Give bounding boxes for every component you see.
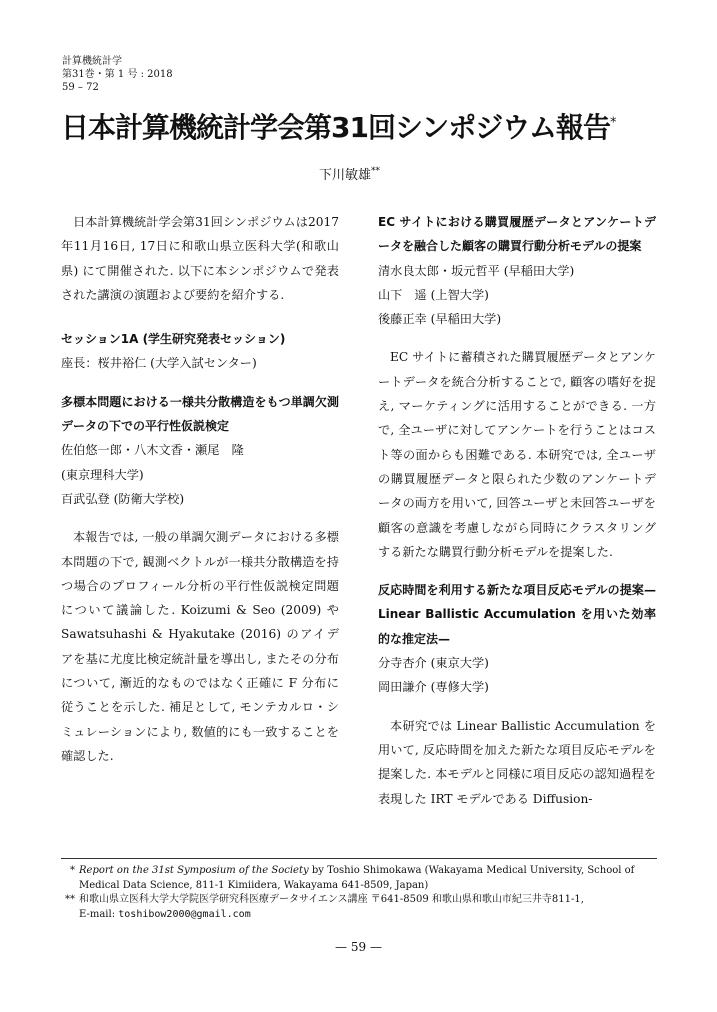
page-range: 59 – 72	[62, 82, 99, 93]
talk2-abstract: EC サイトに蓄積された購買履歴データとアンケートデータを統合分析することで, 顧客の嗜好を捉え, マーケティングに活用することができる. 一方で, 全ユーザに対してアンケートを行うことはコスト等の面からも困難である. 本研究では, 全ユーザの購買履歴データと限られた少数のアンケートデータの両方を用いて, 回答ユーザと未回答ユーザを顧客の意識を考慮しながら同時にクラスタリングする新たな購買行動分析モデルを提案した.	[378, 350, 656, 559]
title-footnote-mark: *	[610, 115, 616, 131]
footnote-1-text: by Toshio Shimokawa (Wakayama Medical University, School of Medical Data Science, 811-1 Kimiidera, Wakayama 641-8509, Japan)	[79, 865, 635, 891]
talk2-author2: 山下 遥 (上智大学)	[378, 287, 489, 302]
running-header	[62, 55, 173, 94]
talk2-title: EC サイトにおける購買履歴データとアンケートデータを融合した顧客の購買行動分析モデルの提案	[378, 215, 656, 254]
footnote-2-mark: **	[65, 894, 75, 905]
journal-name: 計算機統計学	[62, 56, 122, 67]
talk3-author2: 岡田謙介 (専修大学)	[378, 680, 489, 695]
talk2-author3: 後藤正幸 (早稲田大学)	[378, 312, 502, 327]
footnote-1-mark: *	[70, 865, 75, 876]
footnote-1	[61, 864, 661, 893]
talk1-affiliation: (東京理科大学)	[61, 467, 144, 482]
left-column	[61, 210, 339, 768]
talk1-authors: 佐伯悠一郎・八木文香・瀬尾 隆	[61, 443, 244, 458]
session-chair: 座長：桜井裕仁 (大学入試センター)	[61, 356, 257, 371]
talk1-author2: 百武弘登 (防衛大学校)	[61, 491, 185, 506]
talk2-author1: 清水良太郎・坂元哲平 (早稲田大学)	[378, 263, 575, 278]
footnote-2-text: 和歌山県立医科大学大学院医学研究科医療データサイエンス講座 〒641-8509 和歌山県和歌山市紀三井寺811-1,	[79, 894, 584, 905]
session-heading: セッション1A (学生研究発表セッション)	[61, 332, 286, 347]
talk3-author1: 分寺杏介 (東京大学)	[378, 656, 489, 671]
title-text: 日本計算機統計学会第31回シンポジウム報告	[61, 111, 610, 144]
footnote-2	[61, 893, 661, 922]
volume-info: 第31巻・第 1 号 : 2018	[62, 69, 173, 80]
footnote-2-email: toshibow2000@gmail.com	[118, 908, 251, 920]
talk3-abstract: 本研究では Linear Ballistic Accumulation を用いて, 反応時間を加えた新たな項目反応モデルを提案した. 本モデルと同様に項目反応の認知過程を表現した IRT モデルである Diffusion-	[378, 718, 656, 806]
talk1-title: 多標本問題における一様共分散構造をもつ単調欠測データの下での平行性仮説検定	[61, 394, 339, 434]
right-column	[378, 210, 656, 811]
footnote-rule	[61, 858, 657, 859]
intro-paragraph: 日本計算機統計学会第31回シンポジウムは2017年11月16日, 17日に和歌山県立医科大学(和歌山県) にて開催された. 以下に本シンポジウムで発表された講演の演題および要約を紹介する.	[61, 215, 339, 302]
talk1-abstract: 本報告では, 一般の単調欠測データにおける多標本問題の下で, 観測ベクトルが一様共分散構造を持つ場合のプロフィール分析の平行性仮説検定問題について議論した. Koizumi & Seo (2009) やSawatsuhashi & Hyakutake (2016) のアイデアを基に尤度比検定統計量を導出し, またその分布について, 漸近的なものではなく正確に F 分布に従うことを示した. 補足として, モンテカルロ・シミュレーションにより, 数値的にも一致することを確認した.	[61, 530, 339, 763]
author-line	[319, 164, 380, 183]
author-footnote-mark: **	[371, 166, 381, 177]
paper-title	[61, 106, 661, 146]
page-number: — 59 —	[335, 940, 382, 954]
author-name: 下川敏雄	[319, 168, 372, 183]
footnote-2-email-label: E-mail:	[79, 908, 119, 920]
footnote-1-italic: Report on the 31st Symposium of the Society	[79, 865, 309, 876]
talk3-title: 反応時間を利用する新たな項目反応モデルの提案—Linear Ballistic Accumulation を用いた効率的な推定法—	[378, 583, 656, 646]
footnotes	[61, 864, 661, 922]
